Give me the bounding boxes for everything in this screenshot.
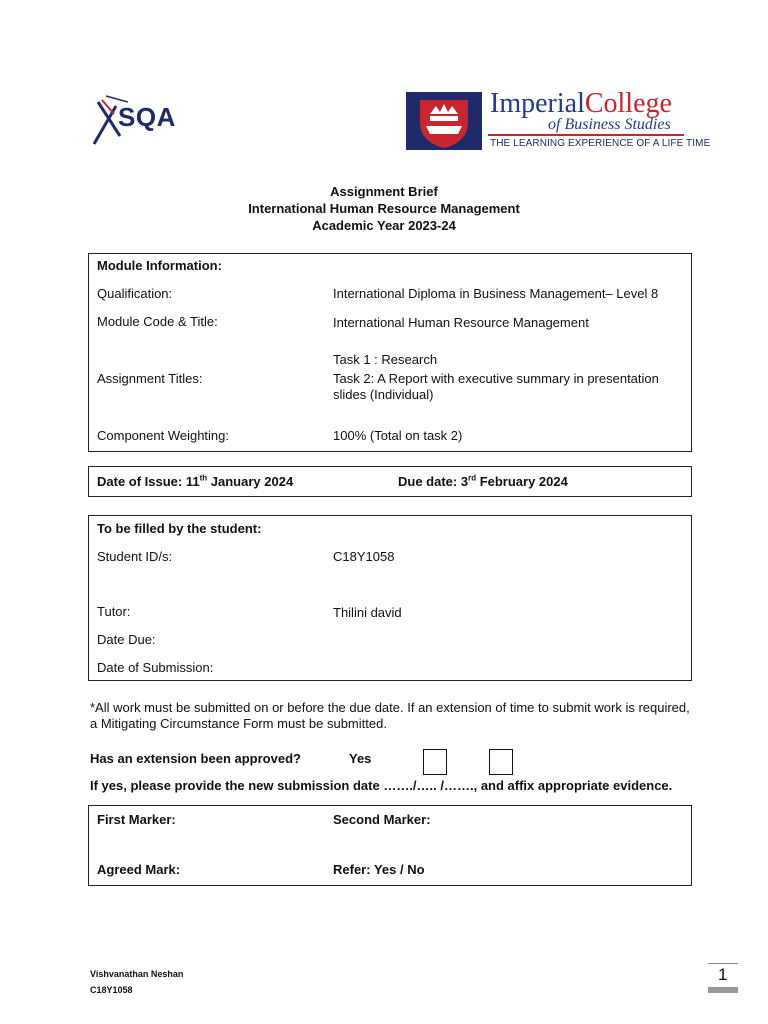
task2-title-line2: slides (Individual) (333, 387, 434, 402)
extension-yes-label: Yes (349, 751, 372, 766)
qualification-value: International Diploma in Business Management– Level 8 (333, 286, 659, 301)
doc-module-title: International Human Resource Management (248, 201, 520, 216)
assignment-titles-label: Assignment Titles: (97, 371, 203, 386)
footer-student-name: Vishvanathan Neshan (90, 969, 184, 979)
college-subtitle: of Business Studies (548, 116, 671, 133)
due-suffix: February 2024 (476, 474, 568, 489)
submission-notice-line2: a Mitigating Circumstance Form must be submitted. (90, 716, 387, 731)
footer-student-id: C18Y1058 (90, 985, 133, 995)
college-crest-logo (406, 92, 482, 150)
agreed-mark-label: Agreed Mark: (97, 862, 181, 877)
college-name-part1: Imperial (490, 88, 585, 119)
date-of-submission-label: Date of Submission: (97, 660, 214, 675)
module-info-heading: Module Information: (97, 258, 222, 273)
weighting-value: 100% (Total on task 2) (333, 428, 463, 443)
extension-instruction: If yes, please provide the new submission date ……./….. /……., and affix appropriate evidence. (90, 778, 673, 793)
issue-suffix: January 2024 (207, 474, 294, 489)
extension-yes-checkbox[interactable] (423, 749, 447, 775)
refer-label: Refer: Yes / No (333, 862, 425, 877)
first-marker-label: First Marker: (97, 812, 176, 827)
date-of-issue (97, 474, 293, 489)
tutor-label: Tutor: (97, 604, 131, 619)
due-sup: rd (468, 473, 477, 483)
due-date (398, 474, 568, 489)
submission-notice-line1: *All work must be submitted on or before the due date. If an extension of time to submit work is required, (90, 700, 690, 715)
college-tagline: THE LEARNING EXPERIENCE OF A LIFE TIME (490, 138, 711, 149)
second-marker-label: Second Marker: (333, 812, 431, 827)
tutor-value[interactable]: Thilini david (333, 605, 402, 620)
module-code-label: Module Code & Title: (97, 314, 218, 329)
page-number: 1 (718, 965, 728, 984)
doc-academic-year: Academic Year 2023-24 (312, 218, 456, 233)
task2-title-line1: Task 2: A Report with executive summary in presentation (333, 371, 659, 386)
qualification-label: Qualification: (97, 286, 173, 301)
student-id-label: Student ID/s: (97, 549, 173, 564)
module-code-value: International Human Resource Management (333, 315, 589, 330)
due-prefix: Due date: 3 (398, 474, 469, 489)
student-heading: To be filled by the student: (97, 521, 262, 536)
sqa-logo-text: SQA (118, 102, 176, 132)
student-box (88, 515, 692, 681)
extension-question: Has an extension been approved? (90, 751, 301, 766)
doc-title: Assignment Brief (330, 184, 438, 199)
issue-sup: th (199, 473, 208, 483)
date-due-label: Date Due: (97, 632, 156, 647)
college-name-part2: College (584, 88, 672, 119)
issue-prefix: Date of Issue: 11 (97, 474, 200, 489)
college-divider (488, 134, 684, 136)
student-id-value[interactable]: C18Y1058 (333, 549, 395, 564)
extension-no-checkbox[interactable] (489, 749, 513, 775)
page-number-rule (708, 963, 738, 964)
task1-title: Task 1 : Research (333, 352, 438, 367)
weighting-label: Component Weighting: (97, 428, 230, 443)
page-number-bar (708, 987, 738, 993)
